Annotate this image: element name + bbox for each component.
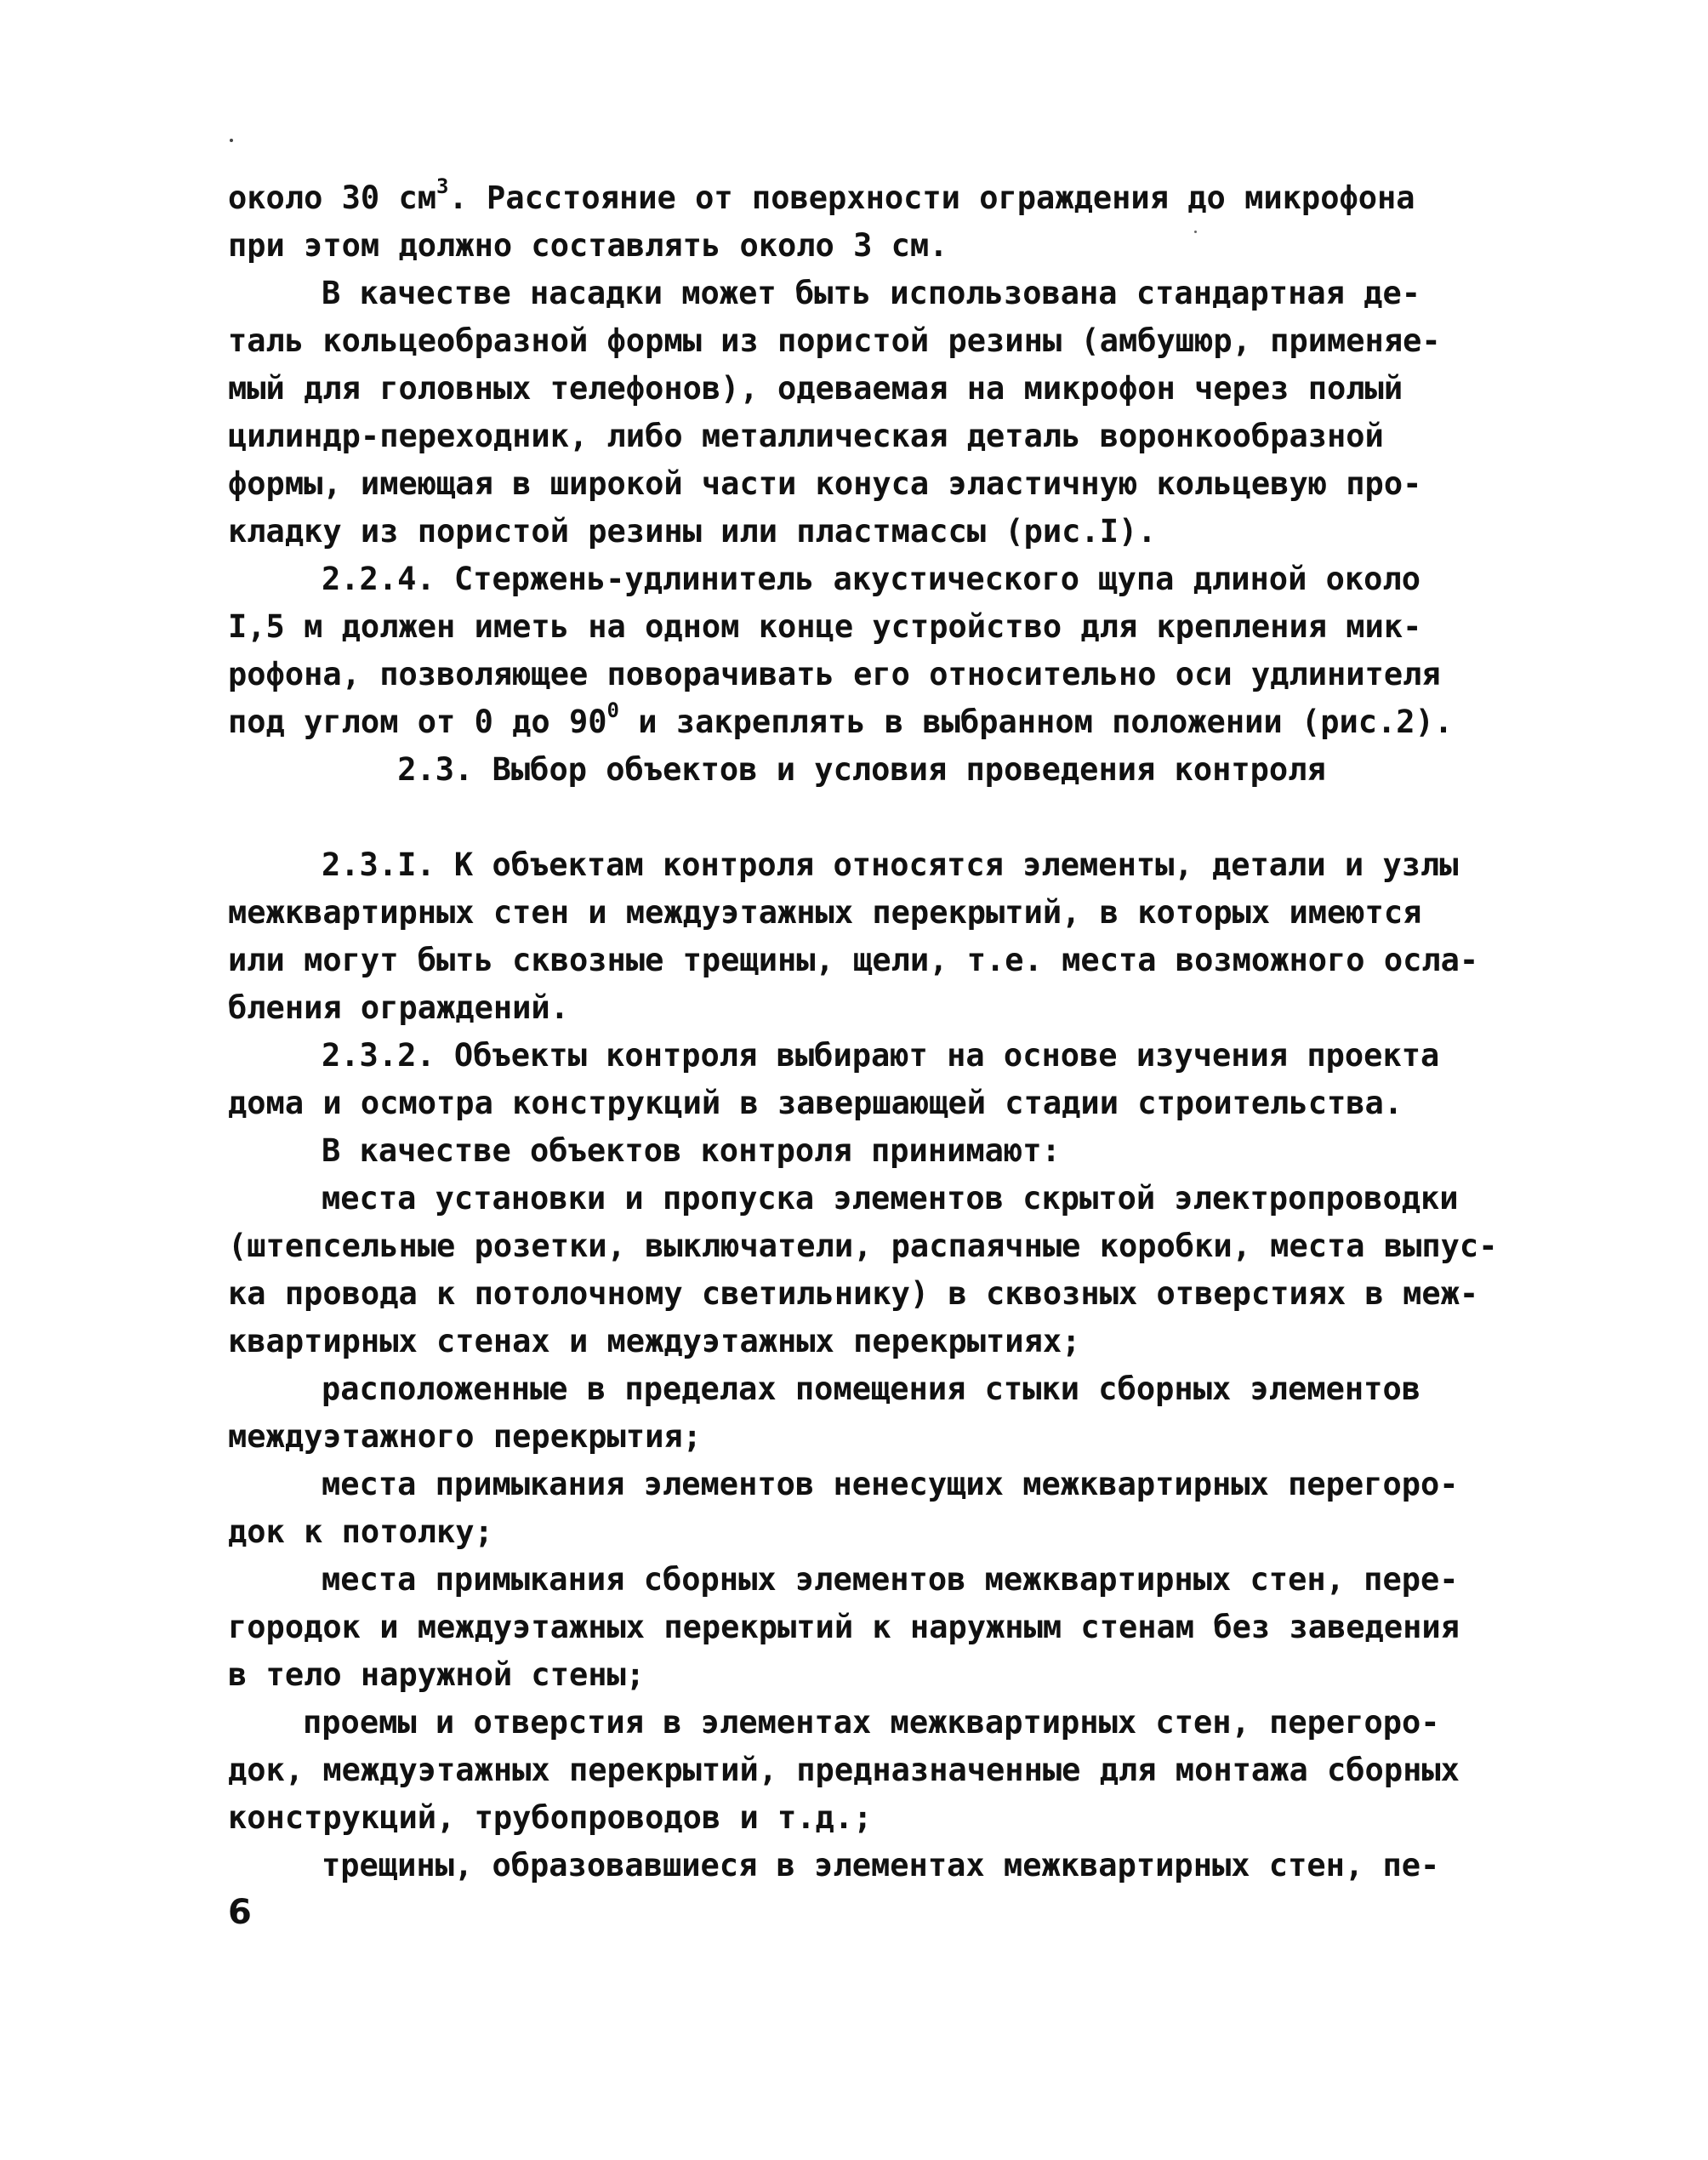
list-item [228, 1365, 1495, 1461]
text-line: места установки и пропуска элементов скрытой электропроводки [322, 1180, 1459, 1217]
text-line: в тело наружной стены; [228, 1656, 646, 1693]
text-line: I,5 м должен иметь на одном конце устройство для крепления мик- [228, 608, 1422, 645]
section-heading: 2.3. Выбор объектов и условия проведения контроля [397, 751, 1326, 788]
text-line: В качестве объектов контроля принимают: [322, 1132, 1061, 1169]
text-line: под углом от 0 до $90^0$ и закреплять в выбранном положении (рис.2). [228, 698, 1454, 740]
body-text [228, 174, 1498, 1889]
text-line: 2.2.4. Стержень-удлинитель акустического щупа длиной около [322, 561, 1421, 597]
text-line: трещины, образовавшиеся в элементах межквартирных стен, пе- [322, 1847, 1440, 1884]
paragraph-selection [228, 1032, 1495, 1175]
text-line: городок и междуэтажных перекрытий к наружным стенам без заведения [228, 1609, 1460, 1645]
superscript: 3 [436, 174, 449, 198]
text-line: бления ограждений. [228, 989, 569, 1026]
text-line: проемы и отверстия в элементах межквартирных стен, перегоро- [303, 1704, 1440, 1741]
text-line: (штепсельные розетки, выключатели, распаячные коробки, места выпус- [228, 1228, 1498, 1264]
text-line: В качестве насадки может быть использована стандартная де- [322, 275, 1421, 311]
text-line: дома и осмотра конструкций в завершающей стадии строительства. [228, 1085, 1403, 1121]
list-item [228, 1699, 1495, 1842]
text-line: расположенные в пределах помещения стыки сборных элементов [322, 1371, 1421, 1407]
text-line: конструкций, трубопроводов и т.д.; [228, 1799, 873, 1836]
list-item [228, 1175, 1498, 1365]
list-item [228, 1556, 1495, 1699]
text-line: мый для головных телефонов), одеваемая на микрофон через полый [228, 370, 1403, 407]
superscript: 0 [606, 698, 619, 722]
text-line: междуэтажного перекрытия; [228, 1418, 702, 1455]
text-line: места примыкания сборных элементов межквартирных стен, пере- [322, 1561, 1459, 1598]
list-item [228, 1842, 1495, 1889]
text-line: цилиндр-переходник, либо металлическая деталь воронкообразной [228, 418, 1384, 454]
text-line: около 30 $см^3$. Расстояние от поверхности ограждения до микрофона [228, 174, 1415, 216]
text-line: таль кольцеобразной формы из пористой резины (амбушюр, применяе- [228, 322, 1441, 359]
text-line: 2.3.2. Объекты контроля выбирают на основе изучения проекта [322, 1037, 1440, 1074]
text-line: рофона, позволяющее поворачивать его относительно оси удлинителя [228, 656, 1441, 692]
text-line: ка провода к потолочному светильнику) в сквозных отверстиях в меж- [228, 1275, 1479, 1312]
text-line: 2.3.I. К объектам контроля относятся элементы, детали и узлы [322, 846, 1459, 883]
list-item [228, 1461, 1495, 1556]
text-line: квартирных стенах и междуэтажных перекрытиях; [228, 1323, 1081, 1359]
paragraph-nozzle [228, 270, 1495, 556]
text-line: при этом должно составлять около 3 см. [228, 227, 948, 264]
paragraph-intro [228, 174, 1495, 270]
text-line: кладку из пористой резины или пластмассы (рис.I). [228, 513, 1157, 550]
text-line: места примыкания элементов ненесущих межквартирных перегоро- [322, 1466, 1459, 1502]
page-number: 6 [228, 1893, 252, 1932]
scan-speck [230, 139, 233, 142]
text-line: док, междуэтажных перекрытий, предназначенные для монтажа сборных [228, 1752, 1460, 1788]
paragraph-objects [228, 841, 1495, 1032]
text-line: формы, имеющая в широкой части конуса эластичную кольцевую про- [228, 465, 1422, 502]
text-line: межквартирных стен и междуэтажных перекрытий, в которых имеются [228, 894, 1422, 931]
text-line: или могут быть сквозные трещины, щели, т.е. места возможного осла- [228, 942, 1479, 978]
paragraph-rod [228, 556, 1495, 746]
text-line: док к потолку; [228, 1513, 493, 1550]
